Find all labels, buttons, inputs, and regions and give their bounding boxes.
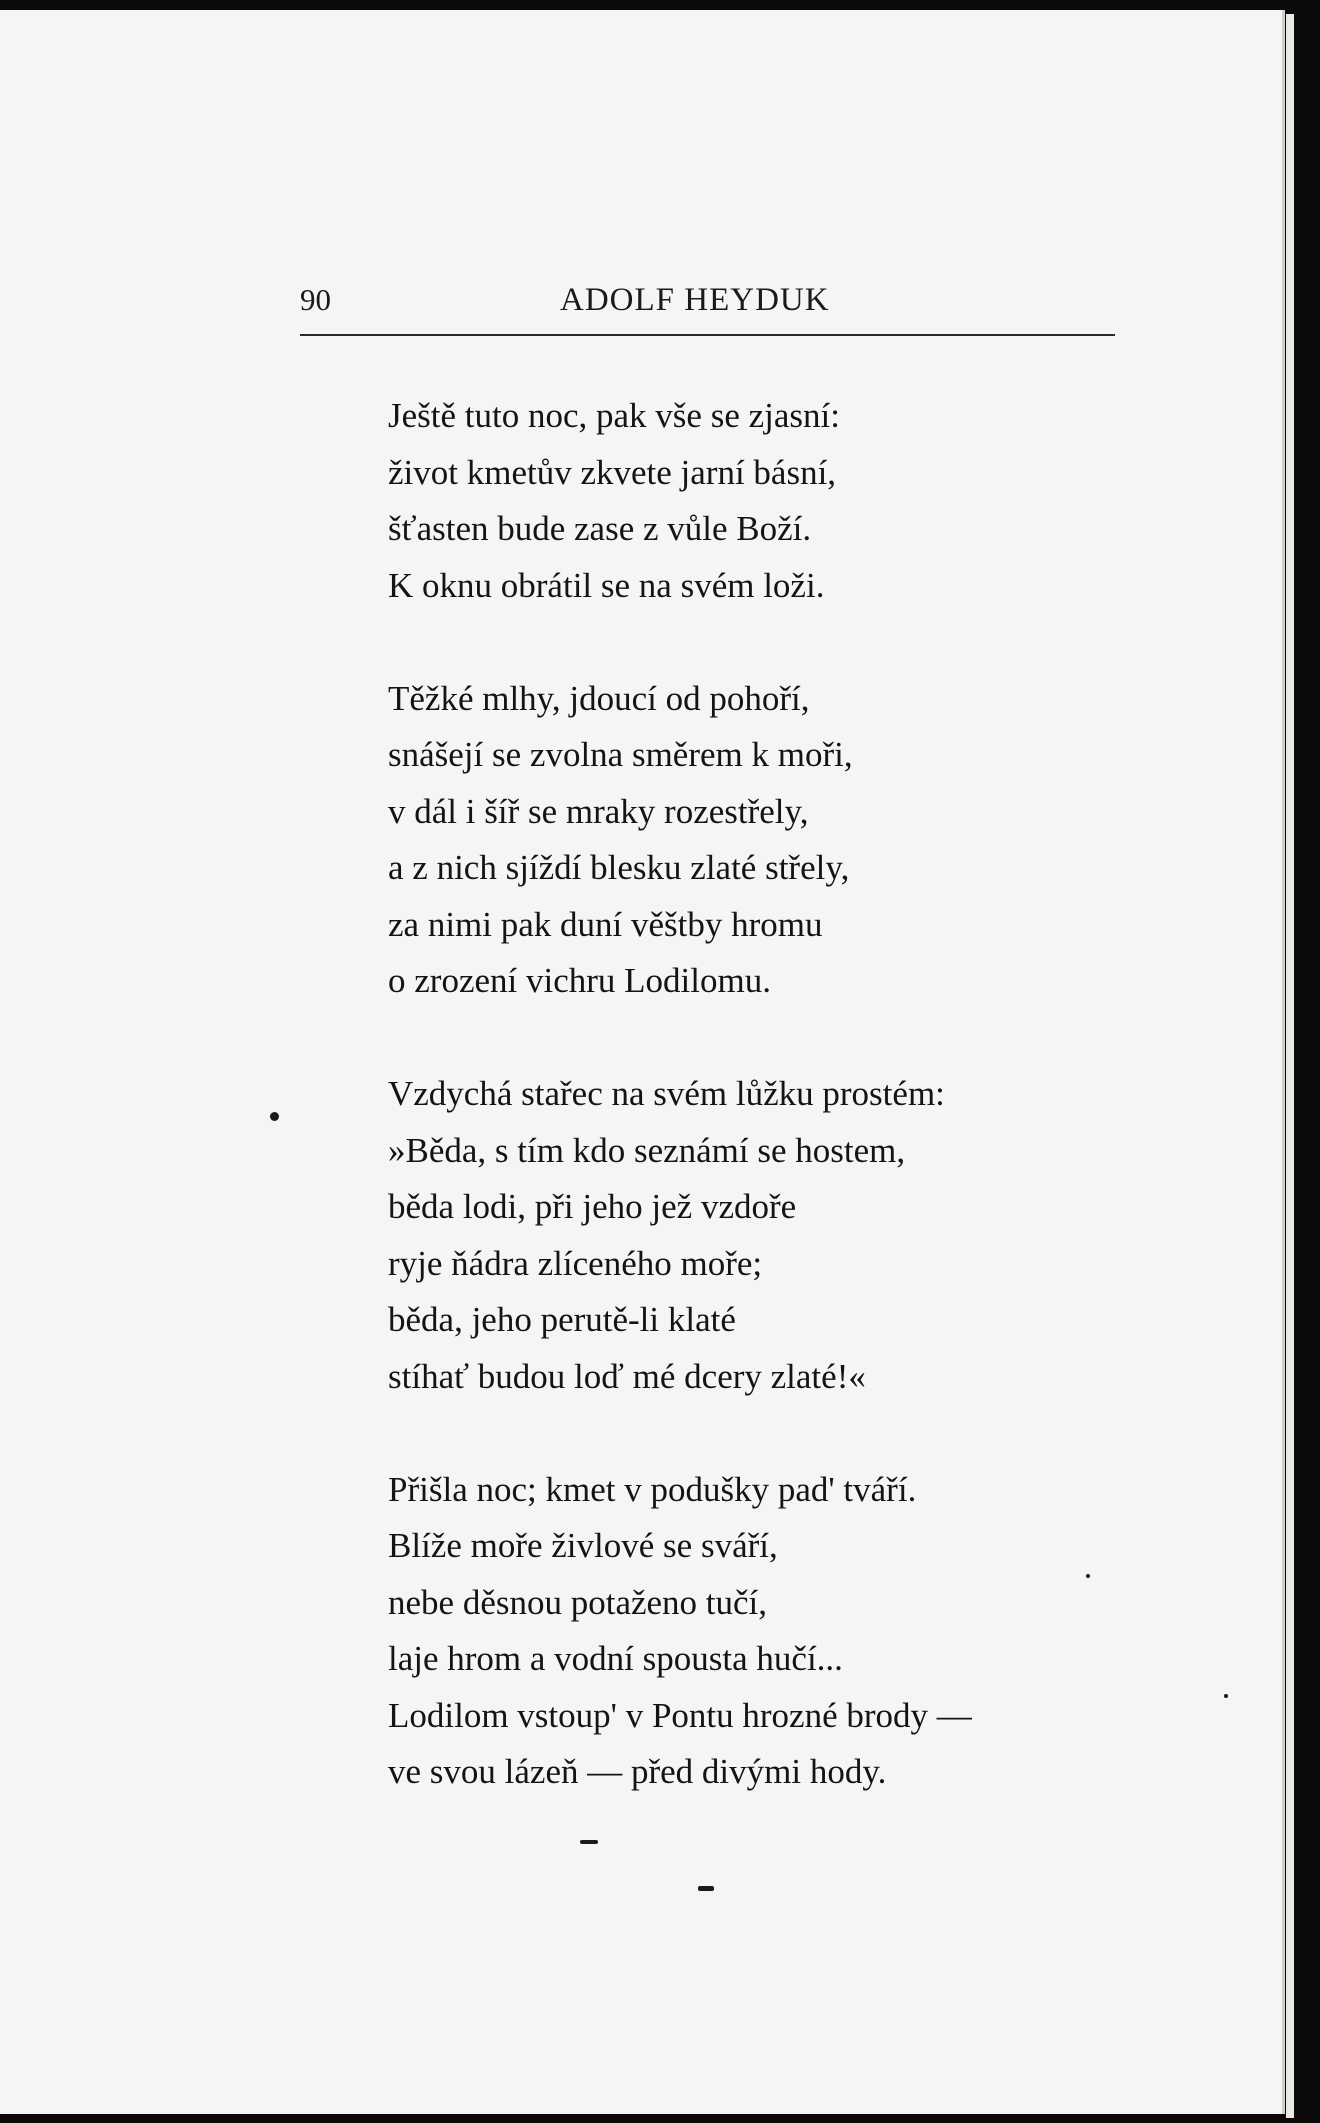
verse-line: stíhať budou loď mé dcery zlaté!« bbox=[388, 1356, 866, 1396]
verse-line: život kmetův zkvete jarní básní, bbox=[388, 452, 837, 492]
verse-line: ryje ňádra zlíceného moře; bbox=[388, 1243, 763, 1283]
verse-line: »Běda, s tím kdo seznámí se hostem, bbox=[388, 1130, 906, 1170]
verse-line: laje hrom a vodní spousta hučí... bbox=[388, 1639, 843, 1678]
verse-line: nebe děsnou potaženo tučí, bbox=[388, 1582, 768, 1622]
verse-line: K oknu obrátil se na svém loži. bbox=[388, 565, 825, 605]
page-number: 90 bbox=[300, 282, 331, 317]
verse-line: ve svou lázeň — před divými hody. bbox=[388, 1752, 887, 1791]
running-title: ADOLF HEYDUK bbox=[560, 282, 830, 318]
running-header bbox=[300, 282, 1115, 324]
verse-line: šťasten bude zase z vůle Boží. bbox=[388, 509, 812, 548]
scan-mark bbox=[698, 1886, 714, 1891]
verse-line: běda lodi, při jeho jež vzdoře bbox=[388, 1187, 797, 1226]
stanza bbox=[388, 388, 1188, 614]
scan-speck bbox=[1086, 1574, 1090, 1578]
verse-line: Blíže moře živlové se sváří, bbox=[388, 1526, 778, 1565]
verse-line: o zrození vichru Lodilomu. bbox=[388, 961, 771, 1000]
scan-mark bbox=[580, 1840, 598, 1844]
stanza bbox=[388, 671, 1188, 1010]
stanza bbox=[388, 1462, 1188, 1801]
verse-line: Lodilom vstoup' v Pontu hrozné brody — bbox=[388, 1695, 972, 1735]
verse-line: Ještě tuto noc, pak vše se zjasní: bbox=[388, 396, 840, 435]
verse-line: v dál i šíř se mraky rozestřely, bbox=[388, 791, 809, 831]
verse-line: běda, jeho perutě-li klaté bbox=[388, 1300, 736, 1339]
page-edge bbox=[1286, 14, 1294, 2118]
verse-line: Vzdychá stařec na svém lůžku prostém: bbox=[388, 1074, 945, 1113]
scan-speck bbox=[1224, 1694, 1228, 1698]
scan-speck bbox=[270, 1112, 279, 1121]
verse-line: a z nich sjíždí blesku zlaté střely, bbox=[388, 848, 850, 887]
stanza bbox=[388, 1066, 1188, 1405]
verse-line: Přišla noc; kmet v podušky pad' tváří. bbox=[388, 1469, 917, 1509]
verse-line: snášejí se zvolna směrem k moři, bbox=[388, 735, 853, 774]
verse-line: za nimi pak duní věštby hromu bbox=[388, 904, 823, 944]
verse-line: Těžké mlhy, jdoucí od pohoří, bbox=[388, 678, 810, 718]
header-rule bbox=[300, 334, 1115, 336]
poem-body bbox=[388, 388, 1188, 1857]
